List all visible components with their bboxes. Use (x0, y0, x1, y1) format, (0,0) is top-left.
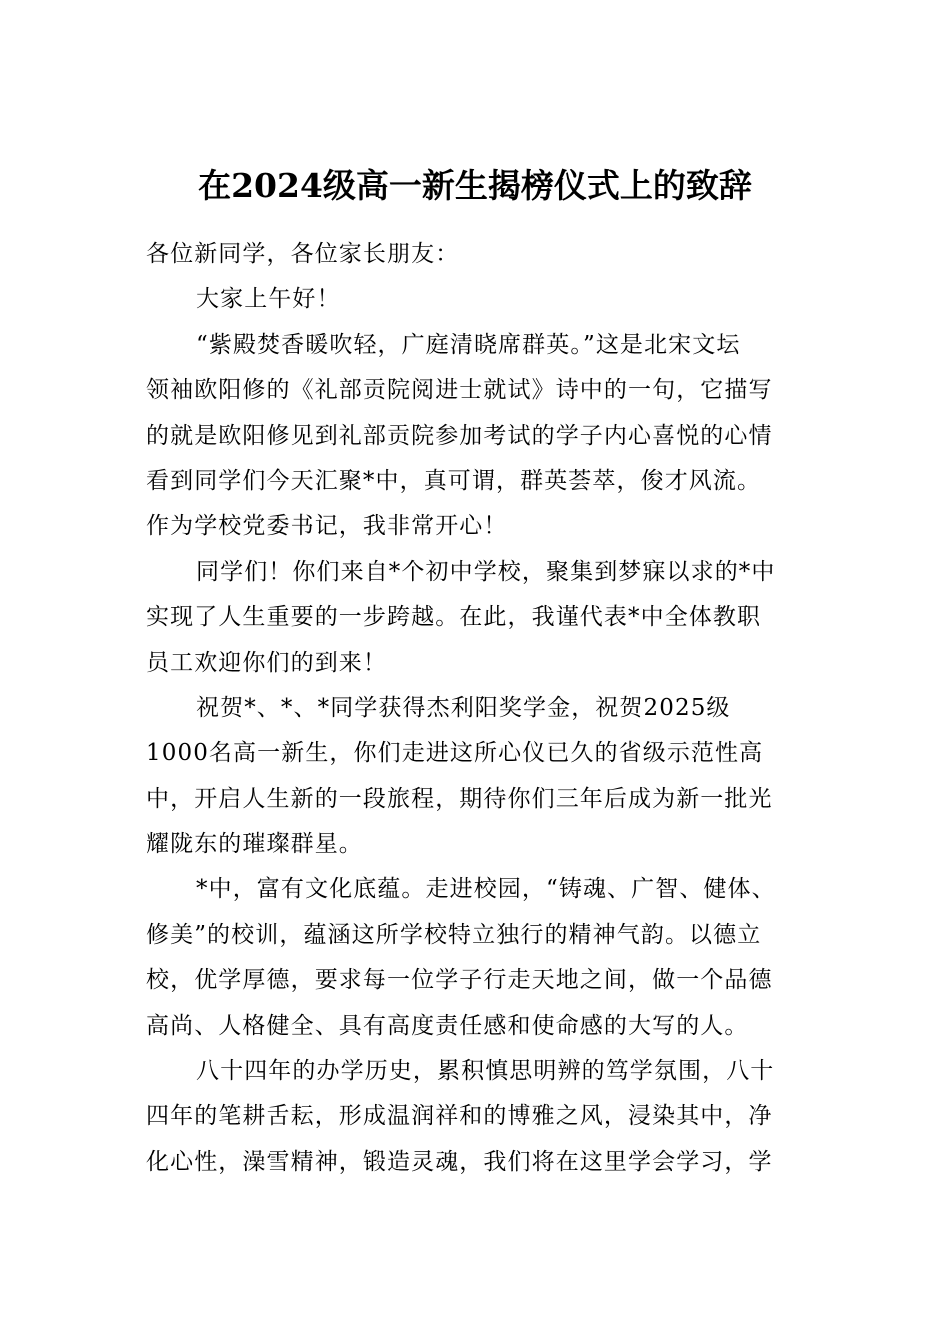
document-body (146, 232, 818, 1185)
text-line: 化心性，澡雪精神，锻造灵魂，我们将在这里学会学习，学 (146, 1148, 773, 1175)
text-line: 各位新同学，各位家长朋友： (146, 241, 460, 267)
text-line: 1000名高一新生，你们走进这所心仪已久的省级示范性高 (146, 740, 764, 767)
text-line: 校，优学厚德，要求每一位学子行走天地之间，做一个品德 (146, 967, 773, 994)
text-line: 八十四年的办学历史，累积慎思明辨的笃学氛围，八十 (196, 1058, 775, 1085)
text-line: *中，富有文化底蕴。走进校园，“铸魂、广智、健体、 (196, 876, 776, 903)
text-line: 作为学校党委书记，我非常开心！ (146, 513, 508, 540)
text-line: 四年的笔耕舌耘，形成温润祥和的博雅之风，浸染其中，净 (146, 1103, 773, 1130)
text-line: 高尚、人格健全、具有高度责任感和使命感的大写的人。 (146, 1012, 749, 1039)
text-line: 中，开启人生新的一段旅程，期待你们三年后成为新一批光 (146, 785, 773, 812)
text-line: “紫殿焚香暖吹轻，广庭清晓席群英。”这是北宋文坛 (196, 331, 741, 358)
text-line: 看到同学们今天汇聚*中，真可谓，群英荟萃，俊才风流。 (146, 467, 762, 494)
document-title: 在2024级高一新生揭榜仪式上的致辞 (198, 166, 752, 205)
text-line: 领袖欧阳修的《礼部贡院阅进士就试》诗中的一句，它描写 (146, 377, 773, 404)
text-line: 员工欢迎你们的到来！ (146, 649, 387, 676)
text-line: 祝贺*、*、*同学获得杰利阳奖学金，祝贺2025级 (196, 694, 731, 721)
text-line: 实现了人生重要的一步跨越。在此，我谨代表*中全体教职 (146, 604, 762, 631)
text-line: 耀陇东的璀璨群星。 (146, 831, 363, 858)
text-line: 修美”的校训，蕴涵这所学校特立独行的精神气韵。以德立 (146, 921, 762, 948)
text-line: 同学们！你们来自*个初中学校，聚集到梦寐以求的*中 (196, 558, 776, 585)
text-line: 的就是欧阳修见到礼部贡院参加考试的学子内心喜悦的心情 (146, 422, 773, 449)
text-line: 大家上午好！ (196, 286, 341, 313)
